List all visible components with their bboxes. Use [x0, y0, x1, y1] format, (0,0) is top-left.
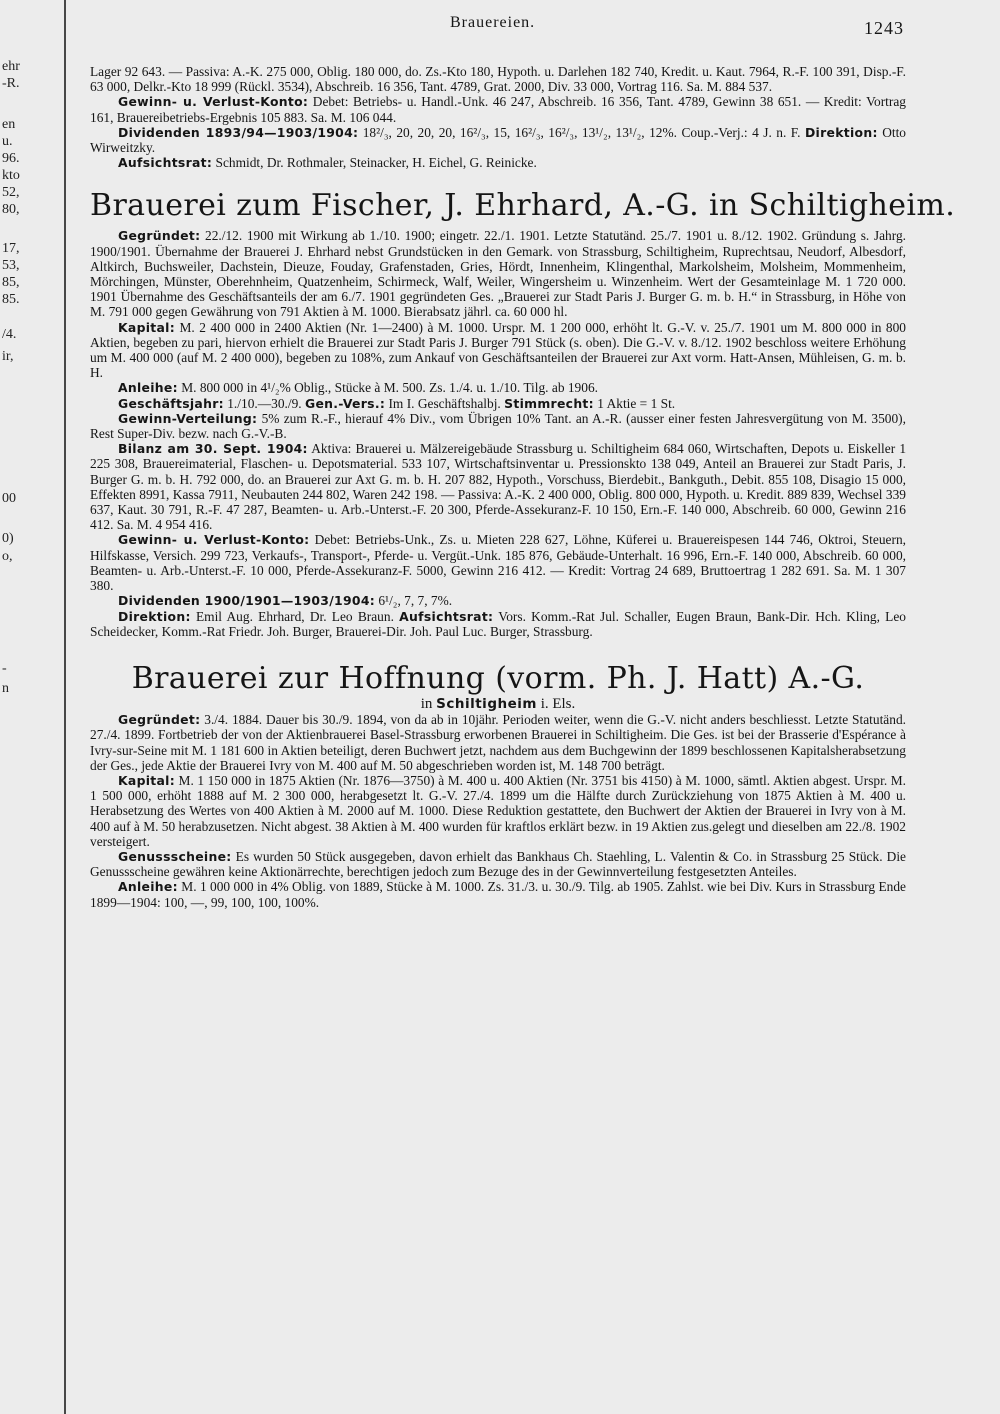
- margin-fragment: ir,: [2, 349, 14, 364]
- margin-fragment: 96.: [2, 151, 20, 166]
- c2-profit-certificates-text: Es wurden 50 Stück ausgegeben, davon erhielt das Bankhaus Ch. Staehling, L. Valentin & Co. in Strassburg 25 Stück. Die Genussscheine gewähren keine Aktionärrechte, berechtigen jedoch zum Bezuge des in der Gewinnverteilung festgesetzten Anteiles.: [90, 848, 906, 880]
- margin-fragment: 85,: [2, 275, 20, 290]
- c2-sub-prefix: in: [420, 695, 433, 712]
- c2-founded-text: 3./4. 1884. Dauer bis 30./9. 1894, von da ab in 10jähr. Perioden weiter, wenn die G.-V. nicht anders beschliesst. Letzte Statutänd. 27./4. 1899. Fortbetrieb der von der Aktienbrauerei Basel-Strassburg erworbenen Brauerei in Schiltigheim. Die Ges. ist bei der Brasserie d'Espérance à Ivry-sur-Seine mit M. 1 181 600 in Aktien beteiligt, deren Buchwert jetzt, nachdem aus dem Buchgewinn der 1899 beschlossenen Kapitalsherabsetzung der Ges., jede Aktie der Brauerei Ivry von M. 400 auf M. 50 abgeschrieben worden ist, M. 148 700 beträgt.: [90, 712, 906, 773]
- c2-profit-certificates: [90, 849, 906, 879]
- margin-fragment: 00: [2, 491, 16, 506]
- c1-profit-loss-label: Gewinn- u. Verlust-Konto:: [118, 532, 310, 548]
- margin-fragment: o,: [2, 549, 13, 564]
- c1-fiscal-year: [90, 396, 906, 411]
- margin-fragment: -R.: [2, 76, 20, 91]
- prev-direction-label: Direktion:: [804, 124, 878, 140]
- company-title-hoffnung: Brauerei zur Hoffnung (vorm. Ph. J. Hatt) A.-G.: [131, 660, 865, 696]
- c1-general-meeting-text: Im I. Geschäftshalbj.: [388, 395, 501, 411]
- c1-dividends-label: Dividenden 1900/1901—1903/1904:: [118, 593, 375, 609]
- margin-fragment: 0): [2, 531, 14, 546]
- c1-capital: [90, 320, 906, 381]
- margin-fragment: ehr: [2, 59, 20, 74]
- c2-profit-certificates-label: Genussscheine:: [118, 848, 232, 864]
- prev-supervisory-board-text: Schmidt, Dr. Rothmaler, Steinacker, H. Eichel, G. Reinicke.: [215, 155, 537, 171]
- page-number: 1243: [864, 18, 904, 38]
- c1-balance-sheet-text: Aktiva: Brauerei u. Mälzereigebäude Strassburg u. Schiltigheim 684 060, Wirtschaften, Depots u. Eiskeller 1 225 308, Brauereimaterial, Flaschen- u. Depotsmaterial. 533 107, Wirtschaftsinventar u. Pressionskto 138 049, Anteil an Brauerei zur Stadt Paris, J. Burger G. m. b. H. 792 000, do. an Brauerei zur Axt G. m. b. H. 207 882, Hypoth., Vorschuss, Bierdebit., Bankguth., Debit. 855 108, Disagio 15 000, Effekten 8991, Kassa 7911, Neubauten 244 802, Waren 242 198. — Passiva: A.-K. 2 400 000, Oblig. 800 000, Hypoth. u. Kredit. 889 839, Wechsel 339 637, Kaut. 30 791, R.-F. 47 287, Beamten- u. Arb.-Unterst.-F. 20 300, Pferde-Assekuranz-F. 10 150, Ern.-F. 140 000, Abschreib. 60 000, Gewinn 216 412. Sa. M. 4 954 416.: [90, 441, 907, 533]
- left-margin-fragments: [0, 40, 60, 740]
- margin-fragment: 80,: [2, 202, 20, 217]
- c1-founded-text: 22./12. 1900 mit Wirkung ab 1./10. 1900; eingetr. 22./1. 1901. Letzte Statutänd. 25./7. 1901 u. 8./12. 1902. Gründung s. Jahrg. 1900/1901. Übernahme der Brauerei J. Ehrhard nebst Grundstücken in den Gemark. von Strassburg, Schiltigheim, Ruprechtsau, Neudorf, Albesdorf, Altkirch, Buchsweiler, Dachstein, Dieuze, Fouday, Grafenstaden, Gries, Hördt, Innenheim, Klingenthal, Markolsheim, Molsheim, Mommenheim, Mörchingen, Münster, Oberehnheim, Quatzenheim, Schirmeck, Walf, Weiler, Wingersheim u. Winzenheim. Wert der Gesamteinlage M. 1 720 000. 1901 Übernahme des Geschäftsanteils der am 6./7. 1901 gegründeten Ges. „Brauerei zur Stadt Paris J. Burger G. m. b. H.“ in Strassburg, in Höhe von M. 791 000 gegen Gewährung von 791 Aktien à M. 1000. Bierabsatz jährl. ca. 60 000 hl.: [90, 228, 906, 320]
- c2-sub-suffix: i. Els.: [540, 695, 576, 712]
- c1-loan-text: M. 800 000 in 4¹/₂% Oblig., Stücke à M. 500. Zs. 1./4. u. 1./10. Tilg. ab 1906.: [181, 380, 598, 396]
- margin-fragment: u.: [2, 134, 13, 149]
- c1-fiscal-year-text: 1./10.—30./9.: [227, 395, 302, 411]
- prev-balance-text: Lager 92 643. — Passiva: A.-K. 275 000, Oblig. 180 000, do. Zs.-Kto 180, Hypoth. u. Darlehen 182 740, Kredit. u. Kaut. 7964, R.-F. 100 391, Disp.-F. 63 000, Delkr.-Kto 18 999 (Rückl. 3534), Abschreib. 16 356, Tant. 4789, Grat. 2000, Div. 33 000, Vortrag 116. Sa. M. 884 537.: [90, 64, 906, 95]
- prev-dividends-text: 18²/₃, 20, 20, 20, 16²/₃, 15, 16²/₃, 16²/₃, 13¹/₂, 13¹/₂, 12%. Coup.-Verj.: 4 J. n. F.: [362, 124, 801, 140]
- c2-founded-label: Gegründet:: [118, 712, 201, 728]
- c2-capital: [90, 773, 906, 849]
- c1-founded-label: Gegründet:: [118, 228, 201, 244]
- c1-profit-loss-text: Debet: Betriebs-Unk., Zs. u. Mieten 228 627, Löhne, Küferei u. Brauereispesen 144 746, Oktroi, Steuern, Hilfskasse, Versich. 299 723, Verkaufs-, Transport-, Pferde- u. Vergüt.-Unk. 185 876, Gebäude-Unterhalt. 16 996, Ern.-F. 140 000, Abschreib. 60 000, Beamten- u. Arb.-Unterst.-F. 10 000, Pferde-Assekuranz-F. 5000, Gewinn 216 412. — Kredit: Vortrag 24 689, Bruttoertrag 1 282 691. Sa. M. 1 307 380.: [90, 532, 906, 594]
- c1-supervisory-board-text: Vors. Komm.-Rat Jul. Schaller, Eugen Braun, Bank-Dir. Hch. Kling, Leo Scheidecker, Komm.-Rat Friedr. Joh. Burger, Brauerei-Dir. Joh. Paul Luc. Burger, Strassburg.: [90, 608, 906, 639]
- margin-fragment: n: [2, 681, 9, 696]
- margin-fragment: kto: [2, 168, 20, 183]
- prev-profit-loss-text: Debet: Betriebs- u. Handl.-Unk. 46 247, Abschreib. 16 356, Tant. 4789, Gewinn 38 651. — Kredit: Vortrag 161, Brauereibetriebs-Ergebnis 105 883. Sa. M. 106 044.: [90, 94, 906, 125]
- c2-loan-text: M. 1 000 000 in 4% Oblig. von 1889, Stücke à M. 1000. Zs. 31./3. u. 30./9. Tilg. ab 1905. Zahlst. wie bei Div. Kurs in Strassburg Ende 1899—1904: 100, —, 99, 100, 100, 100%.: [90, 879, 906, 910]
- company-title-fischer: Brauerei zum Fischer, J. Ehrhard, A.-G. in Schiltigheim.: [90, 188, 956, 224]
- margin-fragment: -: [2, 661, 7, 676]
- prev-profit-loss-label: Gewinn- u. Verlust-Konto:: [118, 94, 309, 110]
- c1-supervisory-board-label: Aufsichtsrat:: [399, 608, 494, 624]
- c2-sub-place: Schiltigheim: [436, 695, 537, 712]
- margin-fragment: /4.: [2, 327, 17, 342]
- running-head: Brauereien.: [450, 14, 536, 31]
- c2-loan: [90, 879, 906, 909]
- text-column: [90, 64, 956, 910]
- c1-founded: [90, 228, 906, 319]
- margin-fragment: 17,: [2, 241, 20, 256]
- prev-supervisory-board-label: Aufsichtsrat:: [118, 155, 213, 171]
- c1-voting-text: 1 Aktie = 1 St.: [597, 395, 676, 411]
- c1-profit-distribution-label: Gewinn-Verteilung:: [118, 410, 258, 426]
- c1-profit-distribution: [90, 411, 906, 441]
- c1-dividends: [90, 593, 906, 608]
- prev-profit-loss: [90, 94, 906, 124]
- margin-fragment: 85.: [2, 292, 20, 307]
- c1-fiscal-year-label: Geschäftsjahr:: [118, 395, 224, 411]
- c2-founded: [90, 712, 906, 773]
- prev-direction-text: Otto Wirweitzky.: [90, 124, 906, 156]
- c1-voting-label: Stimmrecht:: [504, 395, 594, 411]
- c1-capital-text: M. 2 400 000 in 2400 Aktien (Nr. 1—2400) à M. 1000. Urspr. M. 1 200 000, erhöht lt. G.-V. v. 25./7. 1901 um M. 800 000 in 800 Aktien, begeben zu pari, hiervon erhielt die Brauerei zur Stadt Paris J. Burger 791 Stück (s. oben). Die G.-V. v. 8./12. 1902 beschloss weitere Erhöhung um M. 400 000 (auf M. 2 400 000), begeben zu 108%, zum Ankauf von Geschäftsanteilen der Brauerei zur Axt vorm. Hatt-Ansen, Mühleisen, G. m. b. H.: [90, 319, 906, 381]
- c1-loan-label: Anleihe:: [118, 380, 178, 396]
- c2-capital-label: Kapital:: [118, 772, 175, 788]
- c1-profit-distribution-text: 5% zum R.-F., hierauf 4% Div., vom Übrigen 10% Tant. an A.-R. (ausser einer festen Jahresvergütung von M. 3500), Rest Super-Div. bezw. nach G.-V.-B.: [90, 410, 906, 442]
- c1-profit-loss: [90, 532, 906, 593]
- margin-fragment: 53,: [2, 258, 20, 273]
- c1-direction-text: Emil Aug. Ehrhard, Dr. Leo Braun.: [195, 608, 394, 624]
- c1-loan: [90, 380, 906, 395]
- prev-dividends-label: Dividenden 1893/94—1903/1904:: [118, 124, 359, 140]
- prev-dividends: [90, 125, 906, 155]
- margin-fragment: 52,: [2, 185, 20, 200]
- margin-fragment: en: [2, 117, 16, 132]
- c1-dividends-text: 6¹/₂, 7, 7, 7%.: [378, 593, 453, 609]
- prev-supervisory-board: [90, 155, 906, 170]
- c1-balance-sheet: [90, 441, 906, 532]
- company-subtitle-hoffnung: [90, 697, 906, 712]
- c1-capital-label: Kapital:: [118, 319, 175, 335]
- c1-board: [90, 609, 906, 639]
- c1-general-meeting-label: Gen.-Vers.:: [305, 395, 386, 411]
- binding-edge: [64, 0, 66, 1414]
- c1-balance-sheet-label: Bilanz am 30. Sept. 1904:: [118, 441, 308, 457]
- c2-capital-text: M. 1 150 000 in 1875 Aktien (Nr. 1876—3750) à M. 400 u. 400 Aktien (Nr. 3751 bis 4150) à M. 1000, sämtl. Aktien abgest. Urspr. M. 1 500 000, erhöht 1888 auf M. 2 300 000, herabgesetzt lt. G.-V. 27./4. 1899 um die Hälfte durch Zurückziehung von 1875 Aktien à M. 400 u. Herabsetzung des Wertes von 400 Aktien à M. 2000 auf M. 1000. Diese Reduktion gestattete, den Buchwert der Aktien der Brauerei in Ivry von à M. 400 auf à M. 50 herabzusetzen. Nicht abgest. 38 Aktien à M. 400 wurden für kraftlos erklärt bezw. in 19 Aktien zus.gelegt und dieselben am 22./8. 1902 versteigert.: [90, 772, 906, 849]
- c2-loan-label: Anleihe:: [118, 879, 178, 895]
- c1-direction-label: Direktion:: [118, 608, 191, 624]
